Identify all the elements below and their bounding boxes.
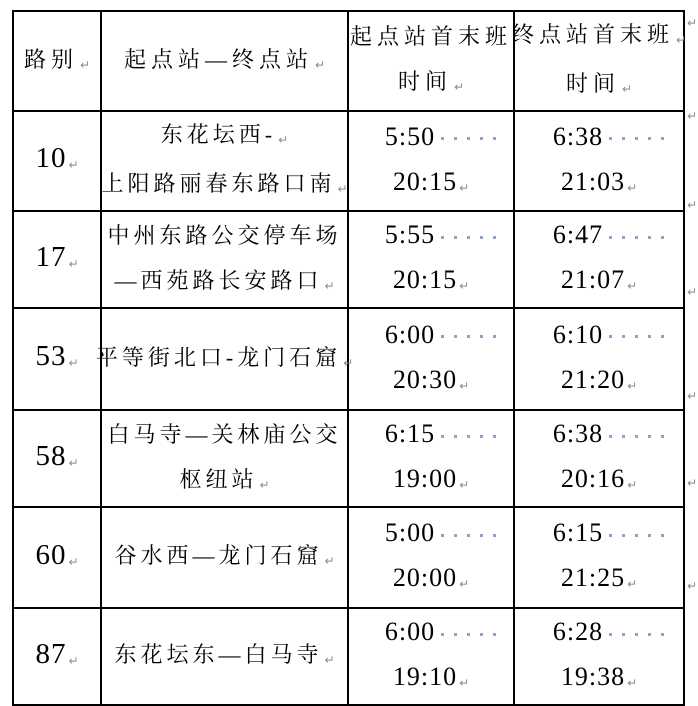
route-no-cell: [13, 211, 101, 308]
space-marks: [441, 335, 503, 338]
route-name-cell: [101, 507, 348, 608]
end-last-time: 21:20: [560, 364, 626, 394]
end-last-time: 21:03: [560, 166, 626, 196]
start-first-time: 6:00: [384, 319, 436, 349]
end-first-time: 6:10: [552, 319, 604, 349]
row-end-paragraph-mark-icon: ↵: [687, 109, 698, 123]
route-no: 17: [35, 240, 67, 273]
start-first-time: 6:00: [384, 617, 436, 646]
row-end-paragraph-mark-icon: ↵: [687, 476, 698, 490]
header-cell-stations: [101, 11, 348, 111]
row-end-paragraph-mark-icon: ↵: [687, 16, 698, 30]
header-start-times-line1: 起点站首末班: [349, 24, 512, 49]
row-end-paragraph-mark-icon: ↵: [687, 285, 698, 299]
paragraph-mark-icon: ↵: [627, 279, 638, 293]
paragraph-mark-icon: ↵: [324, 554, 335, 568]
table-row: [13, 308, 684, 410]
paragraph-mark-icon: ↵: [459, 279, 470, 293]
table-header-row: [13, 11, 684, 111]
route-no: 87: [35, 637, 67, 670]
paragraph-mark-icon: ↵: [324, 653, 335, 667]
route-name-line1: 谷水西—龙门石窟: [114, 543, 323, 568]
start-times-cell: [348, 308, 514, 410]
paragraph-mark-icon: ↵: [453, 80, 465, 94]
route-name-line2: —西苑路长安路口: [114, 267, 323, 293]
table-row: [13, 410, 684, 507]
route-name-line1: 平等街北口-龙门石窟: [95, 344, 342, 370]
start-last-time: 20:15: [392, 265, 458, 294]
row-end-paragraph-mark-icon: ↵: [687, 579, 698, 593]
start-last-time: 20:00: [392, 563, 458, 592]
start-times-cell: [348, 608, 514, 705]
paragraph-mark-icon: ↵: [68, 356, 79, 370]
route-name-line1: 东花坛东—白马寺: [114, 642, 323, 667]
start-first-time: 5:55: [384, 220, 436, 249]
paragraph-mark-icon: ↵: [68, 256, 79, 271]
paragraph-mark-icon: ↵: [627, 676, 638, 690]
route-name-cell: [101, 211, 348, 308]
end-first-time: 6:15: [552, 518, 604, 547]
space-marks: [609, 335, 671, 338]
end-times-cell: [514, 410, 684, 507]
paragraph-mark-icon: ↵: [621, 82, 633, 96]
paragraph-mark-icon: ↵: [343, 355, 354, 370]
end-first-time: 6:38: [552, 419, 604, 448]
header-cell-start-times: [348, 11, 514, 111]
table-row: [13, 608, 684, 705]
route-name-cell: [95, 308, 354, 410]
space-marks: [441, 435, 503, 438]
paragraph-mark-icon: ↵: [627, 478, 638, 492]
bus-schedule-table: [12, 10, 685, 706]
end-last-time: 19:38: [560, 662, 626, 691]
route-no: 10: [35, 142, 67, 174]
paragraph-mark-icon: ↵: [314, 57, 326, 72]
paragraph-mark-icon: ↵: [459, 378, 470, 393]
table-row: [13, 211, 684, 308]
space-marks: [609, 534, 671, 537]
space-marks: [609, 137, 671, 140]
paragraph-mark-icon: ↵: [337, 182, 348, 196]
header-end-times-line1: 终点站首末班: [511, 22, 674, 47]
start-first-time: 6:15: [384, 419, 436, 448]
space-marks: [609, 435, 671, 438]
end-last-time: 21:25: [560, 563, 626, 592]
space-marks: [609, 633, 671, 636]
header-route-label: 路别: [23, 46, 78, 72]
paragraph-mark-icon: ↵: [259, 477, 270, 492]
route-name-cell: [101, 608, 348, 705]
route-no: 58: [35, 439, 67, 472]
table-row: [13, 111, 684, 211]
paragraph-mark-icon: ↵: [324, 278, 335, 293]
header-cell-end-times: [511, 11, 687, 111]
end-last-time: 21:07: [560, 265, 626, 294]
end-last-time: 20:16: [560, 464, 626, 493]
end-first-time: 6:38: [552, 121, 604, 151]
route-name-line1: 白马寺—关林庙公交: [107, 421, 342, 447]
header-end-times-line2: 时间: [565, 71, 620, 96]
paragraph-mark-icon: ↵: [459, 577, 470, 591]
route-no-cell: [13, 507, 101, 608]
paragraph-mark-icon: ↵: [627, 180, 638, 195]
paragraph-mark-icon: ↵: [459, 676, 470, 690]
paragraph-mark-icon: ↵: [68, 554, 79, 569]
start-last-time: 19:00: [392, 464, 458, 493]
end-times-cell: [514, 507, 684, 608]
space-marks: [441, 137, 503, 140]
end-times-cell: [514, 211, 684, 308]
route-name-cell: [101, 410, 348, 507]
route-no-cell: [13, 111, 101, 211]
end-times-cell: [514, 308, 684, 410]
paragraph-mark-icon: ↵: [627, 577, 638, 591]
space-marks: [609, 236, 671, 239]
paragraph-mark-icon: ↵: [459, 478, 470, 492]
end-times-cell: [514, 608, 684, 705]
route-name-line2: 枢纽站: [179, 466, 258, 492]
route-no-cell: [13, 608, 101, 705]
route-no: 53: [35, 340, 67, 372]
paragraph-mark-icon: ↵: [627, 378, 638, 393]
table-row: [13, 507, 684, 608]
start-times-cell: [348, 211, 514, 308]
route-name-line1: 中州东路公交停车场: [107, 222, 342, 248]
start-times-cell: [348, 507, 514, 608]
start-last-time: 19:10: [392, 662, 458, 691]
route-no: 60: [35, 538, 67, 571]
header-start-times-line2: 时间: [397, 69, 452, 94]
paragraph-mark-icon: ↵: [68, 158, 79, 172]
end-first-time: 6:47: [552, 220, 604, 249]
paragraph-mark-icon: ↵: [68, 653, 79, 668]
space-marks: [441, 534, 503, 537]
start-last-time: 20:15: [392, 166, 458, 196]
route-no-cell: [13, 410, 101, 507]
start-times-cell: [348, 410, 514, 507]
row-end-paragraph-mark-icon: ↵: [687, 389, 698, 403]
paragraph-mark-icon: ↵: [79, 57, 91, 72]
paragraph-mark-icon: ↵: [459, 180, 470, 195]
route-no-cell: [13, 308, 101, 410]
start-times-cell: [348, 111, 514, 211]
space-marks: [441, 633, 503, 636]
end-first-time: 6:28: [552, 617, 604, 646]
paragraph-mark-icon: ↵: [278, 133, 289, 147]
start-last-time: 20:30: [392, 364, 458, 394]
paragraph-mark-icon: ↵: [68, 455, 79, 470]
row-end-paragraph-mark-icon: ↵: [687, 198, 698, 212]
start-first-time: 5:50: [384, 121, 436, 151]
space-marks: [441, 236, 503, 239]
end-times-cell: [514, 111, 684, 211]
start-first-time: 5:00: [384, 518, 436, 547]
header-cell-route: [13, 11, 101, 111]
paragraph-mark-icon: ↵: [675, 33, 687, 47]
route-name-line2: 上阳路丽春东路口南: [101, 171, 336, 196]
route-name-line1: 东花坛西-: [160, 122, 277, 147]
header-stations-label: 起点站—终点站: [123, 46, 313, 72]
route-name-cell: [101, 111, 348, 211]
